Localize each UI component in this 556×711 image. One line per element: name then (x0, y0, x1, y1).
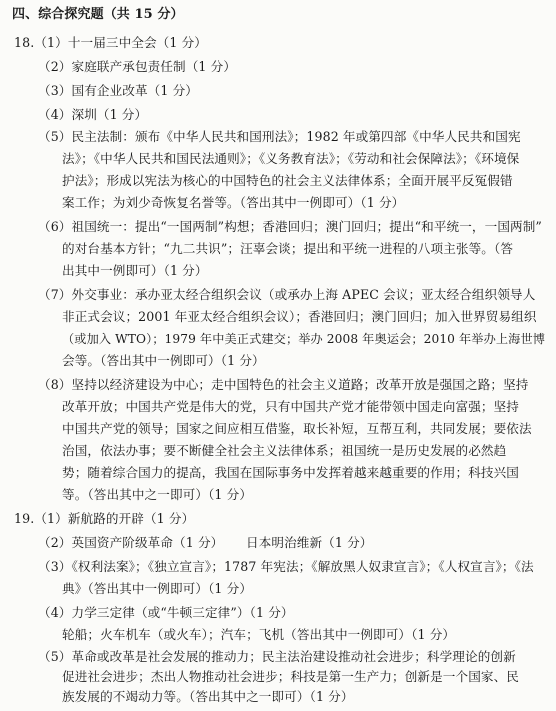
section-title: 四、综合探究题（共 15 分） (12, 7, 184, 22)
q18-part1: 18.（1）十一届三中全会（1 分） (14, 35, 207, 50)
q18-part5-line3: 护法》；形成以宪法为核心的中国特色的社会主义法律体系；全面开展平反冤假错 (62, 173, 513, 188)
q18-part7-line3: （或加入 WTO）；1979 年中美正式建交；举办 2008 年奥运会；2010 年举办上海世博 (62, 332, 546, 346)
q18-part6-line2: 的对台基本方针；“九二共识”；汪辜会谈；提出和平统一进程的八项主张等。（答 (62, 241, 514, 256)
q18-part7-line1: （7）外交事业：承办亚太经合组织会议（或承办上海 APEC 会议；亚太经合组织领导人 (38, 287, 536, 302)
q18-part5-line4: 案工作；为刘少奇恢复名誉等。（答出其中一例即可）（1 分） (62, 195, 405, 210)
q19-part3-line2: 典》（答出其中一例即可）（1 分） (62, 581, 253, 596)
q18-part8-line3: 中国共产党的领导；国家之间应相互借鉴，取长补短，互帮互利，共同发展；要依法 (62, 421, 532, 436)
q19-part2a: （2）英国资产阶级革命（1 分） (38, 535, 224, 550)
q18-part2: （2）家庭联产承包责任制（1 分） (38, 59, 237, 74)
q18-part5-line2: 法》；《中华人民共和国民法通则》；《义务教育法》；《劳动和社会保障法》；《环境保 (62, 151, 520, 166)
q18-part3: （3）国有企业改革（1 分） (38, 83, 198, 98)
q19-part4-line2: 轮船；火车机车（或火车）；汽车；飞机（答出其中一例即可）（1 分） (62, 627, 456, 642)
q19-part3-line1: （3）《权利法案》；《独立宣言》；1787 年宪法；《解放黑人奴隶宣言》；《人权宣言》；《法 (38, 559, 534, 574)
q19-part5-line3: 族发展的不竭动力等。（答出其中之一即可）（1 分） (62, 689, 354, 704)
q19-part2b: 日本明治维新（1 分） (246, 535, 373, 550)
q18-part7-line2: 非正式会议；2001 年亚太经合组织会议）；香港回归；澳门回归；加入世界贸易组织 (62, 309, 537, 324)
q18-part8-line1: （8）坚持以经济建设为中心；走中国特色的社会主义道路；改革开放是强国之路；坚持 (38, 377, 529, 392)
q18-part6-line3: 出其中一例即可）（1 分） (62, 263, 208, 278)
q18-part8-line4: 治国，依法办事；要不断健全社会主义法律体系；祖国统一是历史发展的必然趋 (62, 443, 507, 458)
q18-part5-line1: （5）民主法制：颁布《中华人民共和国刑法》；1982 年或第四部《中华人民共和国宪 (38, 129, 521, 144)
q18-part4: （4）深圳（1 分） (38, 107, 148, 122)
q19-part4-line1: （4）力学三定律（或“牛顿三定律”）（1 分） (38, 605, 294, 620)
q19-part5-line1: （5）革命或改革是社会发展的推动力；民主法治建设推动社会进步；科学理论的创新 (38, 649, 516, 664)
q19-part1: 19.（1）新航路的开辟（1 分） (14, 511, 195, 526)
q18-part8-line5: 势；随着综合国力的提高，我国在国际事务中发挥着越来越重要的作用；科技兴国 (62, 465, 519, 480)
q18-part8-line6: 等。（答出其中之一即可）（1 分） (62, 487, 253, 502)
q18-part8-line2: 改革开放；中国共产党是伟大的党，只有中国共产党才能带领中国走向富强；坚持 (62, 399, 519, 414)
q19-part5-line2: 促进社会进步；杰出人物推动社会进步；科技是第一生产力；创新是一个国家、民 (62, 669, 519, 684)
q18-part6-line1: （6）祖国统一：提出“一国两制”构想；香港回归；澳门回归；提出“和平统一，一国两制” (38, 219, 542, 234)
q18-part7-line4: 会等。（答出其中一例即可）（1 分） (62, 353, 265, 368)
